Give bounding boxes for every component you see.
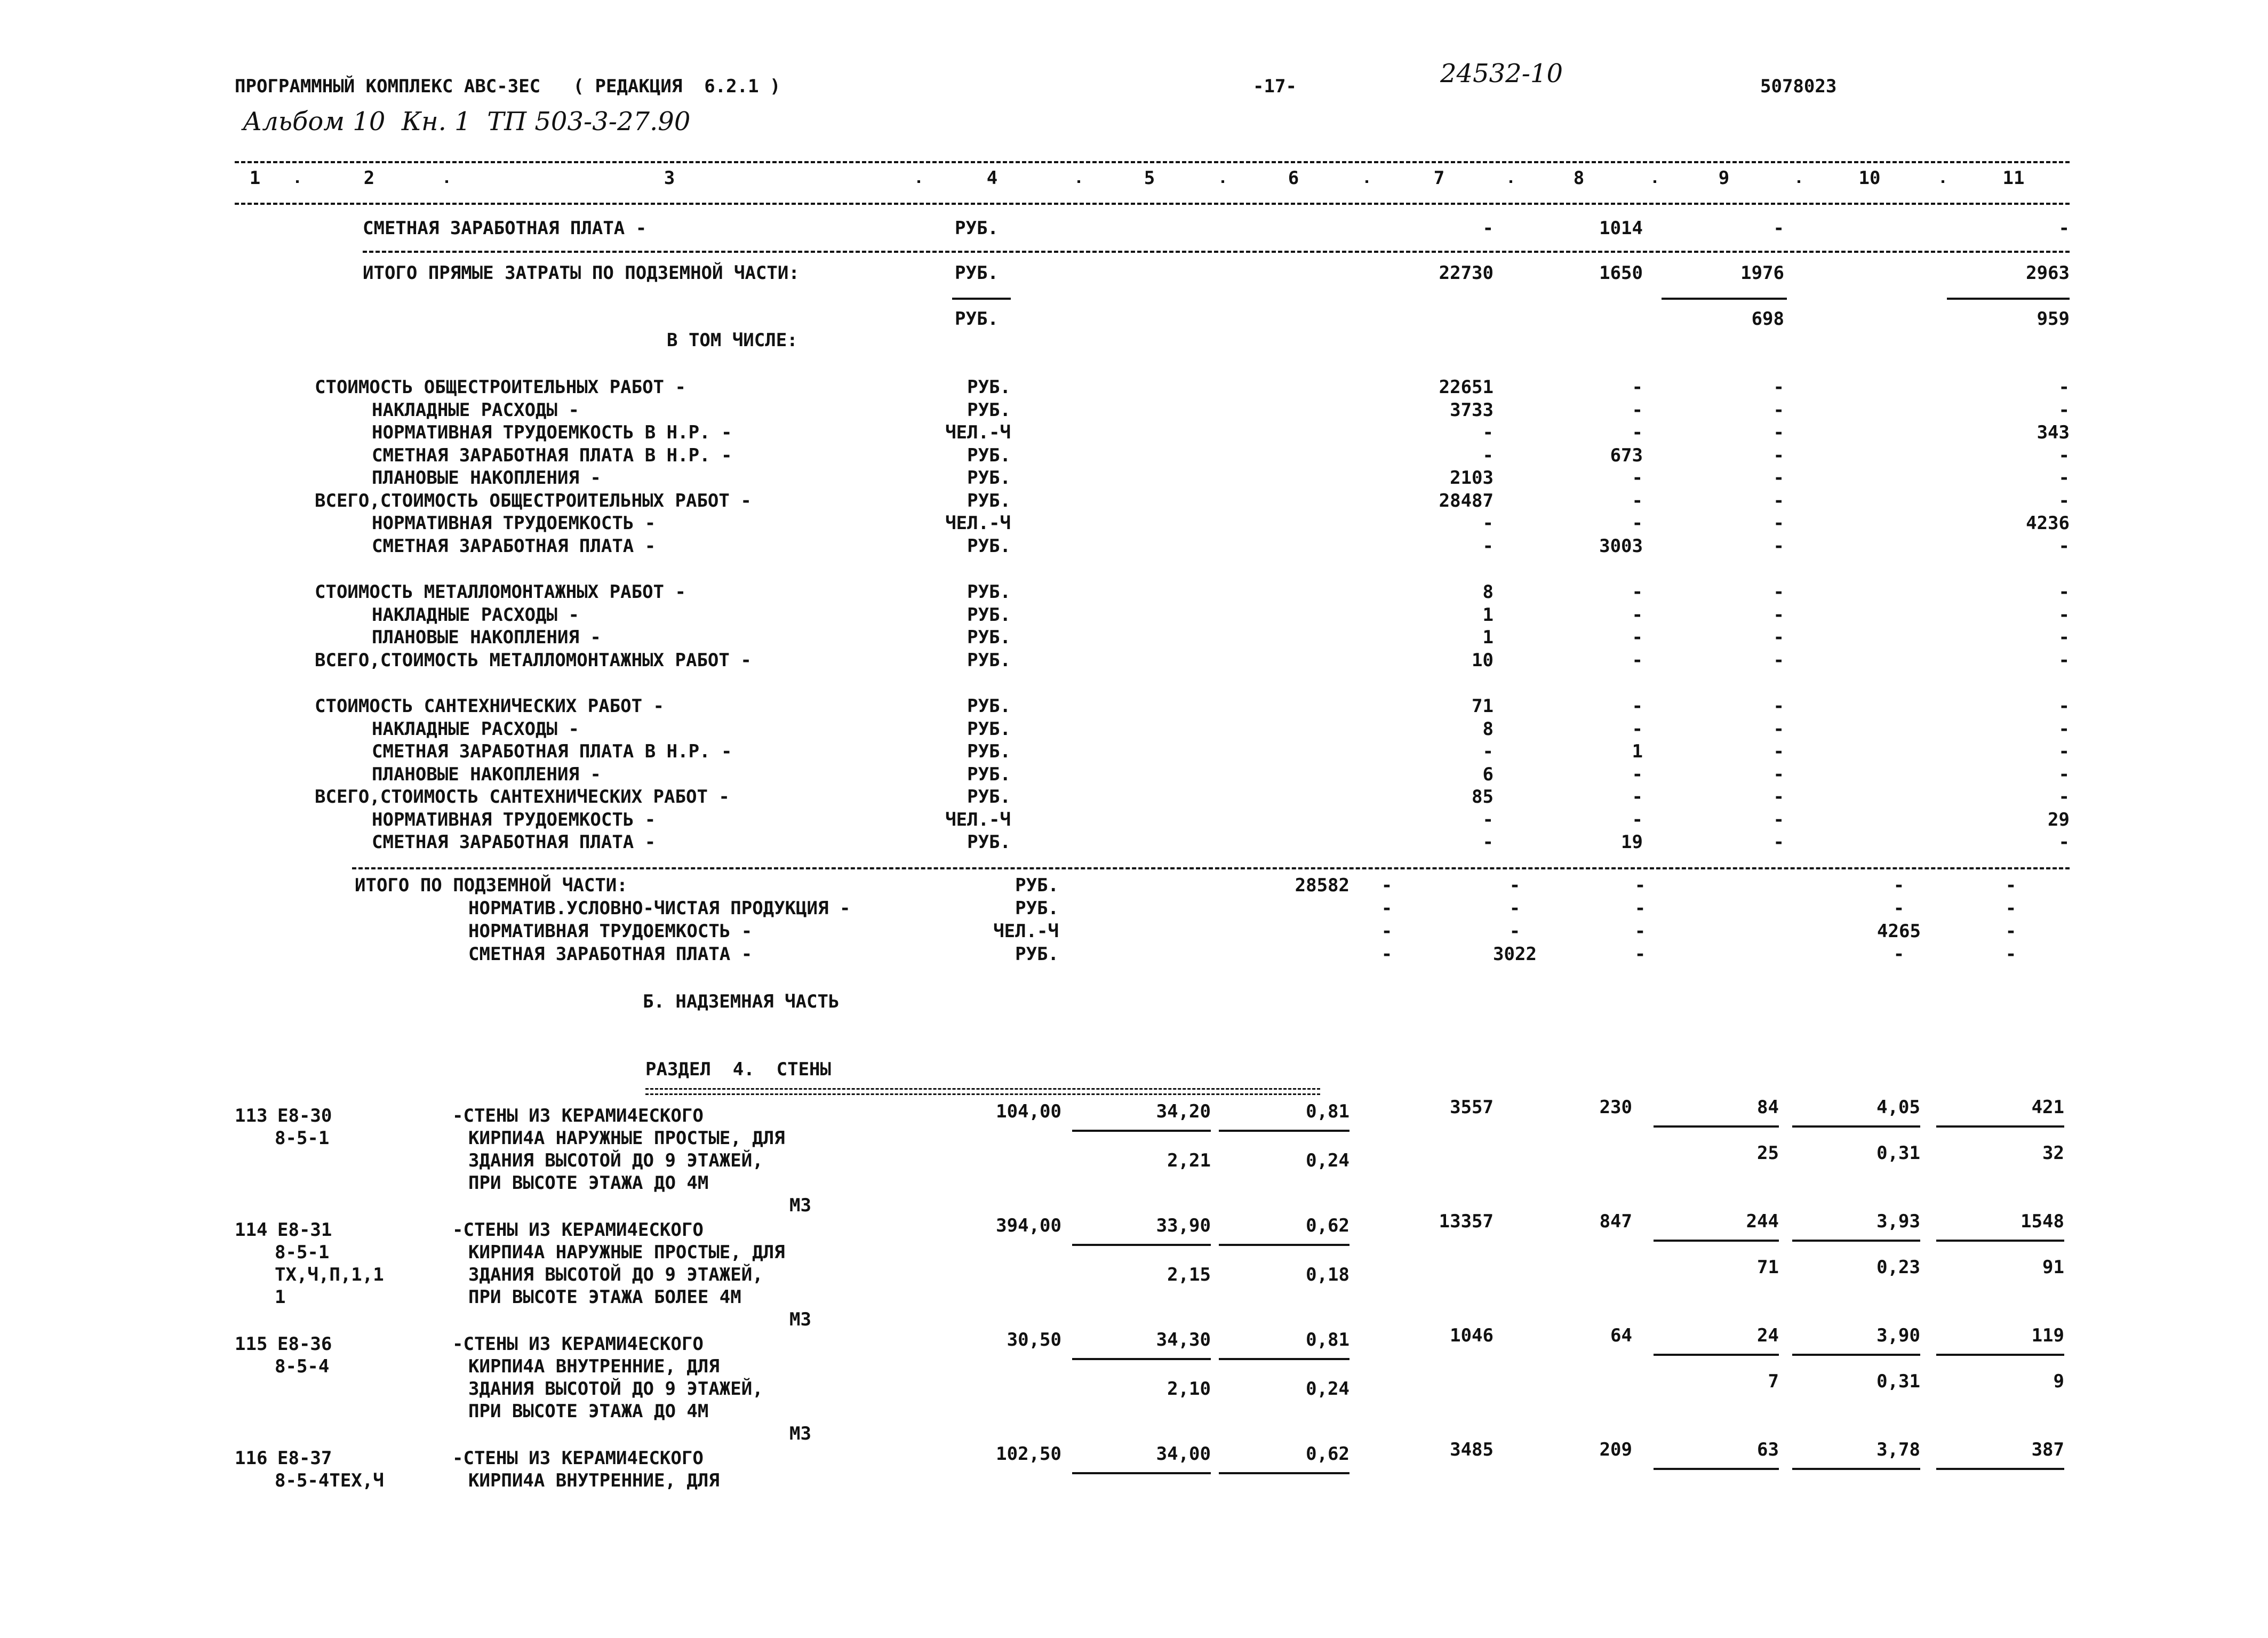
item-description: КИРПИ4А ВНУТРЕННИЕ, ДЛЯ bbox=[468, 1356, 720, 1377]
chapter-underline bbox=[645, 1088, 1320, 1090]
underground-total-c: - bbox=[1509, 875, 1521, 896]
item-col5-salary: 2,21 bbox=[1167, 1150, 1211, 1171]
underground-total-d: - bbox=[1634, 944, 1646, 965]
item-col9: 244 bbox=[1746, 1211, 1779, 1232]
cost-row-label: НОРМАТИВНАЯ ТРУДОЕМКОСТЬ В Н.Р. - bbox=[372, 422, 732, 443]
item-underline-col9 bbox=[1654, 1240, 1779, 1242]
cost-row-col9: - bbox=[1773, 513, 1784, 534]
underground-total-f: - bbox=[2005, 921, 2017, 942]
column-header-8: 8 bbox=[1573, 167, 1585, 189]
chapter-title: РАЗДЕЛ 4. СТЕНЫ bbox=[645, 1059, 831, 1080]
item-description: КИРПИ4А НАРУЖНЫЕ ПРОСТЫЕ, ДЛЯ bbox=[468, 1128, 785, 1149]
item-description: ПРИ ВЫСОТЕ ЭТАЖА ДО 4М bbox=[468, 1172, 709, 1194]
item-col5: 34,30 bbox=[1156, 1329, 1211, 1351]
cost-row-col11: - bbox=[2058, 718, 2070, 740]
underline-col9 bbox=[1662, 298, 1787, 300]
item-number: 115 bbox=[235, 1333, 268, 1355]
item-underline-col11 bbox=[1936, 1354, 2064, 1356]
cost-row-col9: - bbox=[1773, 490, 1784, 512]
cost-row-col9: - bbox=[1773, 832, 1784, 853]
item-col10: 4,05 bbox=[1876, 1097, 1920, 1118]
cost-row-unit: РУБ. bbox=[967, 444, 1011, 466]
totals-row-col9: - bbox=[1773, 218, 1784, 239]
program-title: ПРОГРАММНЫЙ КОМПЛЕКС АВС-ЗЕС ( РЕДАКЦИЯ 6.2.1 ) bbox=[235, 76, 781, 97]
item-description: ЗДАНИЯ ВЫСОТОЙ ДО 9 ЭТАЖЕЙ, bbox=[468, 1264, 763, 1285]
item-col5: 33,90 bbox=[1156, 1215, 1211, 1236]
cost-row-unit: РУБ. bbox=[967, 399, 1011, 421]
cost-row-unit: ЧЕЛ.-Ч bbox=[945, 809, 1011, 830]
cost-row-col7: 10 bbox=[1472, 649, 1494, 671]
item-underline-col6 bbox=[1219, 1130, 1349, 1132]
item-col9: 84 bbox=[1757, 1097, 1779, 1118]
cost-row-label: СТОИМОСТЬ САНТЕХНИЧЕСКИХ РАБОТ - bbox=[315, 696, 665, 717]
cost-row-unit: РУБ. bbox=[967, 604, 1011, 626]
item-underline-col9 bbox=[1654, 1125, 1779, 1128]
chapter-underline-2 bbox=[645, 1093, 1320, 1095]
cost-row-col7: - bbox=[1482, 422, 1494, 443]
item-number: 113 bbox=[235, 1105, 268, 1126]
underground-total-d: - bbox=[1634, 875, 1646, 896]
cost-row-col9: - bbox=[1773, 399, 1784, 421]
cost-row-col8: - bbox=[1632, 809, 1643, 830]
item-col10-salary: 0,31 bbox=[1876, 1142, 1920, 1164]
column-header-11: 11 bbox=[2002, 167, 2025, 189]
cost-row-col8: - bbox=[1632, 718, 1643, 740]
column-header-5: 5 bbox=[1144, 167, 1155, 189]
cost-row-label: ВСЕГО,СТОИМОСТЬ МЕТАЛЛОМОНТАЖНЫХ РАБОТ - bbox=[315, 649, 752, 671]
cost-row-col11: - bbox=[2058, 604, 2070, 626]
item-col5-salary: 2,15 bbox=[1167, 1264, 1211, 1285]
item-col7: 3557 bbox=[1450, 1097, 1494, 1118]
cost-row-col11: - bbox=[2058, 832, 2070, 853]
cost-row-col9: - bbox=[1773, 467, 1784, 489]
cost-row-unit: РУБ. bbox=[967, 627, 1011, 648]
item-description: -СТЕНЫ ИЗ КЕРАМИ4ЕСКОГО bbox=[452, 1333, 704, 1355]
item-underline-col11 bbox=[1936, 1240, 2064, 1242]
item-col9: 63 bbox=[1757, 1439, 1779, 1460]
cost-row-unit: РУБ. bbox=[967, 718, 1011, 740]
column-header-6: 6 bbox=[1288, 167, 1299, 189]
document-code: 5078023 bbox=[1760, 76, 1837, 97]
underground-total-b: - bbox=[1381, 898, 1393, 919]
underground-total-a: 28582 bbox=[1295, 875, 1349, 896]
totals-row-col7: - bbox=[1482, 218, 1494, 239]
item-col10: 3,93 bbox=[1876, 1211, 1920, 1232]
item-description: КИРПИ4А ВНУТРЕННИЕ, ДЛЯ bbox=[468, 1470, 720, 1491]
item-col10: 3,78 bbox=[1876, 1439, 1920, 1460]
cost-row-col9: - bbox=[1773, 422, 1784, 443]
underground-total-f: - bbox=[2005, 944, 2017, 965]
item-underline-col5 bbox=[1072, 1130, 1211, 1132]
cost-row-col7: - bbox=[1482, 535, 1494, 557]
page-number: -17- bbox=[1253, 76, 1297, 97]
column-separator bbox=[1942, 180, 1944, 183]
item-description: -СТЕНЫ ИЗ КЕРАМИ4ЕСКОГО bbox=[452, 1448, 704, 1469]
column-separator bbox=[1510, 180, 1512, 183]
cost-row-unit: РУБ. bbox=[967, 832, 1011, 853]
item-underline-col5 bbox=[1072, 1358, 1211, 1360]
cost-row-unit: РУБ. bbox=[967, 696, 1011, 717]
item-col9-salary: 7 bbox=[1768, 1371, 1779, 1392]
totals-row-col8: 1650 bbox=[1599, 262, 1643, 284]
cost-row-unit: РУБ. bbox=[967, 490, 1011, 512]
cost-row-label: НАКЛАДНЫЕ РАСХОДЫ - bbox=[372, 718, 579, 740]
cost-row-col9: - bbox=[1773, 444, 1784, 466]
cost-row-col9: - bbox=[1773, 649, 1784, 671]
cost-row-unit: ЧЕЛ.-Ч bbox=[945, 513, 1011, 534]
column-header-9: 9 bbox=[1718, 167, 1730, 189]
cost-row-col8: - bbox=[1632, 786, 1643, 808]
item-description: -СТЕНЫ ИЗ КЕРАМИ4ЕСКОГО bbox=[452, 1219, 704, 1241]
cost-row-col7: 2103 bbox=[1450, 467, 1494, 489]
cost-row-col8: - bbox=[1632, 377, 1643, 398]
column-separator bbox=[1077, 180, 1080, 183]
album-reference: Альбом 10 Кн. 1 ТП 503-3-27.90 bbox=[243, 107, 691, 137]
column-header-1: 1 bbox=[249, 167, 261, 189]
cost-row-col11: 343 bbox=[2037, 422, 2070, 443]
underground-total-label: СМЕТНАЯ ЗАРАБОТНАЯ ПЛАТА - bbox=[468, 944, 753, 965]
column-separator bbox=[296, 180, 299, 183]
item-col6: 0,62 bbox=[1306, 1215, 1349, 1236]
cost-row-label: НАКЛАДНЫЕ РАСХОДЫ - bbox=[372, 604, 579, 626]
underground-total-b: - bbox=[1381, 921, 1393, 942]
cost-row-col11: - bbox=[2058, 649, 2070, 671]
item-col7: 1046 bbox=[1450, 1325, 1494, 1346]
totals-row-col11: 959 bbox=[2037, 308, 2070, 330]
cost-row-label: НОРМАТИВНАЯ ТРУДОЕМКОСТЬ - bbox=[372, 513, 656, 534]
underground-total-b: - bbox=[1381, 875, 1393, 896]
item-col6: 0,81 bbox=[1306, 1101, 1349, 1122]
cost-row-col9: - bbox=[1773, 718, 1784, 740]
cost-row-col11: 4236 bbox=[2026, 513, 2070, 534]
item-underline-col11 bbox=[1936, 1125, 2064, 1128]
cost-row-col8: 19 bbox=[1621, 832, 1643, 853]
cost-row-col11: - bbox=[2058, 696, 2070, 717]
cost-row-col11: - bbox=[2058, 444, 2070, 466]
cost-row-col7: 28487 bbox=[1439, 490, 1494, 512]
item-code: Е8-31 bbox=[277, 1219, 332, 1241]
cost-row-col11: - bbox=[2058, 377, 2070, 398]
item-col9: 24 bbox=[1757, 1325, 1779, 1346]
column-separator bbox=[917, 180, 920, 183]
underground-total-f: - bbox=[2005, 875, 2017, 896]
cost-row-col11: - bbox=[2058, 490, 2070, 512]
cost-row-col9: - bbox=[1773, 627, 1784, 648]
cost-row-label: СТОИМОСТЬ МЕТАЛЛОМОНТАЖНЫХ РАБОТ - bbox=[315, 581, 686, 603]
cost-row-col7: - bbox=[1482, 513, 1494, 534]
item-unit: М3 bbox=[789, 1309, 811, 1330]
cost-row-label: СМЕТНАЯ ЗАРАБОТНАЯ ПЛАТА - bbox=[372, 832, 656, 853]
underline-col11 bbox=[1947, 298, 2070, 300]
item-description: КИРПИ4А НАРУЖНЫЕ ПРОСТЫЕ, ДЛЯ bbox=[468, 1242, 785, 1263]
cost-row-col7: 22651 bbox=[1439, 377, 1494, 398]
underground-total-label: НОРМАТИВ.УСЛОВНО-ЧИСТАЯ ПРОДУКЦИЯ - bbox=[468, 898, 851, 919]
item-number: 116 bbox=[235, 1448, 268, 1469]
archive-stamp: 24532-10 bbox=[1440, 59, 1563, 89]
item-col5: 34,00 bbox=[1156, 1443, 1211, 1465]
cost-row-col9: - bbox=[1773, 741, 1784, 762]
cost-row-unit: РУБ. bbox=[967, 581, 1011, 603]
underground-total-e: - bbox=[1893, 898, 1905, 919]
cost-row-col8: - bbox=[1632, 399, 1643, 421]
item-col8: 64 bbox=[1610, 1325, 1632, 1346]
item-col10-salary: 0,31 bbox=[1876, 1371, 1920, 1392]
cost-row-col9: - bbox=[1773, 696, 1784, 717]
item-col8: 230 bbox=[1599, 1097, 1632, 1118]
cost-row-unit: РУБ. bbox=[967, 741, 1011, 762]
item-col6: 0,62 bbox=[1306, 1443, 1349, 1465]
cost-row-col11: - bbox=[2058, 786, 2070, 808]
item-description: ПРИ ВЫСОТЕ ЭТАЖА ДО 4М bbox=[468, 1401, 709, 1422]
cost-row-col8: 673 bbox=[1610, 444, 1643, 466]
item-col6-salary: 0,24 bbox=[1306, 1150, 1349, 1171]
item-col11-salary: 91 bbox=[2042, 1257, 2064, 1278]
item-col9-salary: 25 bbox=[1757, 1142, 1779, 1164]
cost-row-col11: - bbox=[2058, 627, 2070, 648]
cost-row-col8: 1 bbox=[1632, 741, 1643, 762]
totals-row-label: ИТОГО ПРЯМЫЕ ЗАТРАТЫ ПО ПОДЗЕМНОЙ ЧАСТИ: bbox=[363, 262, 800, 284]
cost-row-col8: - bbox=[1632, 763, 1643, 785]
column-header-4: 4 bbox=[986, 167, 998, 189]
item-col11-salary: 32 bbox=[2042, 1142, 2064, 1164]
totals-row-label: СМЕТНАЯ ЗАРАБОТНАЯ ПЛАТА - bbox=[363, 218, 647, 239]
underline-unit bbox=[952, 298, 1011, 300]
item-underline-col10 bbox=[1792, 1468, 1920, 1470]
cost-row-col11: 29 bbox=[2048, 809, 2070, 830]
item-underline-col6 bbox=[1219, 1358, 1349, 1360]
cost-row-col9: - bbox=[1773, 377, 1784, 398]
item-col7: 3485 bbox=[1450, 1439, 1494, 1460]
column-separator bbox=[445, 180, 448, 183]
cost-row-col9: - bbox=[1773, 581, 1784, 603]
cost-row-col9: - bbox=[1773, 786, 1784, 808]
totals-row-unit: РУБ. bbox=[955, 262, 999, 284]
item-col6: 0,81 bbox=[1306, 1329, 1349, 1351]
cost-row-col7: 8 bbox=[1482, 581, 1494, 603]
underground-total-label: ИТОГО ПО ПОДЗЕМНОЙ ЧАСТИ: bbox=[355, 875, 628, 896]
cost-row-unit: РУБ. bbox=[967, 786, 1011, 808]
item-description: ЗДАНИЯ ВЫСОТОЙ ДО 9 ЭТАЖЕЙ, bbox=[468, 1150, 763, 1171]
item-quantity: 394,00 bbox=[996, 1215, 1061, 1236]
underground-total-b: - bbox=[1381, 944, 1393, 965]
cost-row-label: ПЛАНОВЫЕ НАКОПЛЕНИЯ - bbox=[372, 627, 601, 648]
column-separator bbox=[1798, 180, 1800, 183]
item-unit: М3 bbox=[789, 1423, 811, 1444]
item-col8: 847 bbox=[1599, 1211, 1632, 1232]
item-code: 8-5-4 bbox=[275, 1356, 330, 1377]
cost-row-label: НАКЛАДНЫЕ РАСХОДЫ - bbox=[372, 399, 579, 421]
cost-row-col9: - bbox=[1773, 535, 1784, 557]
item-underline-col5 bbox=[1072, 1244, 1211, 1246]
item-underline-col9 bbox=[1654, 1354, 1779, 1356]
item-code: 8-5-1 bbox=[275, 1242, 330, 1263]
column-separator bbox=[1221, 180, 1224, 183]
cost-row-col7: 6 bbox=[1482, 763, 1494, 785]
item-underline-col6 bbox=[1219, 1472, 1349, 1474]
totals-row-unit: РУБ. bbox=[955, 218, 999, 239]
item-col8: 209 bbox=[1599, 1439, 1632, 1460]
item-underline-col5 bbox=[1072, 1472, 1211, 1474]
item-col11: 1548 bbox=[2021, 1211, 2064, 1232]
item-col6-salary: 0,24 bbox=[1306, 1378, 1349, 1400]
header-rule-bottom bbox=[235, 203, 2070, 205]
cost-row-col7: 3733 bbox=[1450, 399, 1494, 421]
cost-row-col8: - bbox=[1632, 467, 1643, 489]
underground-total-unit: ЧЕЛ.-Ч bbox=[993, 921, 1059, 942]
cost-row-label: НОРМАТИВНАЯ ТРУДОЕМКОСТЬ - bbox=[372, 809, 656, 830]
cost-row-col7: 1 bbox=[1482, 627, 1494, 648]
underground-total-c: 3022 bbox=[1493, 944, 1537, 965]
item-col7: 13357 bbox=[1439, 1211, 1494, 1232]
item-code: 8-5-1 bbox=[275, 1128, 330, 1149]
underground-total-d: - bbox=[1634, 898, 1646, 919]
item-code: 1 bbox=[275, 1287, 286, 1308]
cost-row-col7: - bbox=[1482, 444, 1494, 466]
cost-row-col8: - bbox=[1632, 649, 1643, 671]
cost-row-label: ВСЕГО,СТОИМОСТЬ САНТЕХНИЧЕСКИХ РАБОТ - bbox=[315, 786, 730, 808]
cost-row-col8: - bbox=[1632, 581, 1643, 603]
totals-row-col7: 22730 bbox=[1439, 262, 1494, 284]
item-underline-col11 bbox=[1936, 1468, 2064, 1470]
section-title: Б. НАДЗЕМНАЯ ЧАСТЬ bbox=[643, 991, 840, 1012]
underground-total-e: - bbox=[1893, 944, 1905, 965]
item-number: 114 bbox=[235, 1219, 268, 1241]
cost-row-unit: РУБ. bbox=[967, 649, 1011, 671]
cost-row-col11: - bbox=[2058, 467, 2070, 489]
item-col10: 3,90 bbox=[1876, 1325, 1920, 1346]
underground-total-f: - bbox=[2005, 898, 2017, 919]
cost-row-label: СМЕТНАЯ ЗАРАБОТНАЯ ПЛАТА - bbox=[372, 535, 656, 557]
cost-row-col11: - bbox=[2058, 763, 2070, 785]
cost-row-unit: РУБ. bbox=[967, 535, 1011, 557]
cost-row-label: ПЛАНОВЫЕ НАКОПЛЕНИЯ - bbox=[372, 467, 601, 489]
header-rule-top bbox=[235, 161, 2070, 163]
item-code: Е8-37 bbox=[277, 1448, 332, 1469]
totals-row-col11: - bbox=[2058, 218, 2070, 239]
column-separator bbox=[1365, 180, 1368, 183]
cost-row-col11: - bbox=[2058, 741, 2070, 762]
item-col6-salary: 0,18 bbox=[1306, 1264, 1349, 1285]
cost-row-label: СМЕТНАЯ ЗАРАБОТНАЯ ПЛАТА В Н.Р. - bbox=[372, 741, 732, 762]
cost-row-unit: РУБ. bbox=[967, 467, 1011, 489]
cost-row-col7: 8 bbox=[1482, 718, 1494, 740]
item-code: Е8-30 bbox=[277, 1105, 332, 1126]
cost-row-col7: 85 bbox=[1472, 786, 1494, 808]
cost-row-col8: - bbox=[1632, 513, 1643, 534]
item-col5-salary: 2,10 bbox=[1167, 1378, 1211, 1400]
item-underline-col10 bbox=[1792, 1240, 1920, 1242]
underground-total-e: 4265 bbox=[1877, 921, 1921, 942]
totals-row-col11: 2963 bbox=[2026, 262, 2070, 284]
cost-row-col8: - bbox=[1632, 604, 1643, 626]
underground-total-c: - bbox=[1509, 921, 1521, 942]
cost-row-col9: - bbox=[1773, 604, 1784, 626]
totals-row-col8: 1014 bbox=[1599, 218, 1643, 239]
cost-row-unit: РУБ. bbox=[967, 377, 1011, 398]
in-that-number-label: В ТОМ ЧИСЛЕ: bbox=[667, 330, 798, 351]
item-code: 8-5-4ТЕХ,Ч bbox=[275, 1470, 384, 1491]
cost-row-label: ПЛАНОВЫЕ НАКОПЛЕНИЯ - bbox=[372, 763, 601, 785]
cost-row-col11: - bbox=[2058, 399, 2070, 421]
cost-row-col8: - bbox=[1632, 696, 1643, 717]
cost-row-col7: 71 bbox=[1472, 696, 1494, 717]
item-description: -СТЕНЫ ИЗ КЕРАМИ4ЕСКОГО bbox=[452, 1105, 704, 1126]
cost-row-col8: - bbox=[1632, 490, 1643, 512]
cost-row-col7: 1 bbox=[1482, 604, 1494, 626]
column-header-3: 3 bbox=[664, 167, 675, 189]
rule-after-salary bbox=[363, 251, 2070, 253]
cost-row-col11: - bbox=[2058, 535, 2070, 557]
item-code: ТХ,Ч,П,1,1 bbox=[275, 1264, 384, 1285]
cost-row-col8: 3003 bbox=[1599, 535, 1643, 557]
totals-row-col9: 1976 bbox=[1740, 262, 1784, 284]
item-col11: 387 bbox=[2031, 1439, 2064, 1460]
item-description: ЗДАНИЯ ВЫСОТОЙ ДО 9 ЭТАЖЕЙ, bbox=[468, 1378, 763, 1400]
cost-row-label: ВСЕГО,СТОИМОСТЬ ОБЩЕСТРОИТЕЛЬНЫХ РАБОТ - bbox=[315, 490, 752, 512]
item-quantity: 104,00 bbox=[996, 1101, 1061, 1122]
totals-row-unit: РУБ. bbox=[955, 308, 999, 330]
item-quantity: 102,50 bbox=[996, 1443, 1061, 1465]
item-col5: 34,20 bbox=[1156, 1101, 1211, 1122]
cost-row-unit: РУБ. bbox=[967, 763, 1011, 785]
rule-before-underground-total bbox=[352, 867, 2070, 869]
column-header-10: 10 bbox=[1858, 167, 1881, 189]
cost-row-col11: - bbox=[2058, 581, 2070, 603]
underground-total-label: НОРМАТИВНАЯ ТРУДОЕМКОСТЬ - bbox=[468, 921, 753, 942]
cost-row-col7: - bbox=[1482, 809, 1494, 830]
cost-row-col7: - bbox=[1482, 832, 1494, 853]
column-header-2: 2 bbox=[363, 167, 375, 189]
underground-total-c: - bbox=[1509, 898, 1521, 919]
underground-total-unit: РУБ. bbox=[1015, 898, 1059, 919]
cost-row-col7: - bbox=[1482, 741, 1494, 762]
column-header-7: 7 bbox=[1433, 167, 1445, 189]
totals-row-col9: 698 bbox=[1751, 308, 1784, 330]
cost-row-col9: - bbox=[1773, 763, 1784, 785]
item-underline-col10 bbox=[1792, 1354, 1920, 1356]
column-separator bbox=[1654, 180, 1656, 183]
item-col10-salary: 0,23 bbox=[1876, 1257, 1920, 1278]
cost-row-label: СТОИМОСТЬ ОБЩЕСТРОИТЕЛЬНЫХ РАБОТ - bbox=[315, 377, 686, 398]
item-col9-salary: 71 bbox=[1757, 1257, 1779, 1278]
underground-total-d: - bbox=[1634, 921, 1646, 942]
item-code: Е8-36 bbox=[277, 1333, 332, 1355]
item-underline-col10 bbox=[1792, 1125, 1920, 1128]
item-unit: М3 bbox=[789, 1195, 811, 1216]
item-underline-col6 bbox=[1219, 1244, 1349, 1246]
item-col11-salary: 9 bbox=[2053, 1371, 2064, 1392]
item-description: ПРИ ВЫСОТЕ ЭТАЖА БОЛЕЕ 4М bbox=[468, 1287, 741, 1308]
item-col11: 119 bbox=[2031, 1325, 2064, 1346]
item-col11: 421 bbox=[2031, 1097, 2064, 1118]
item-underline-col9 bbox=[1654, 1468, 1779, 1470]
item-quantity: 30,50 bbox=[1007, 1329, 1061, 1351]
cost-row-col8: - bbox=[1632, 627, 1643, 648]
cost-row-col8: - bbox=[1632, 422, 1643, 443]
cost-row-label: СМЕТНАЯ ЗАРАБОТНАЯ ПЛАТА В Н.Р. - bbox=[372, 444, 732, 466]
cost-row-col9: - bbox=[1773, 809, 1784, 830]
underground-total-unit: РУБ. bbox=[1015, 875, 1059, 896]
underground-total-unit: РУБ. bbox=[1015, 944, 1059, 965]
cost-row-unit: ЧЕЛ.-Ч bbox=[945, 422, 1011, 443]
underground-total-e: - bbox=[1893, 875, 1905, 896]
